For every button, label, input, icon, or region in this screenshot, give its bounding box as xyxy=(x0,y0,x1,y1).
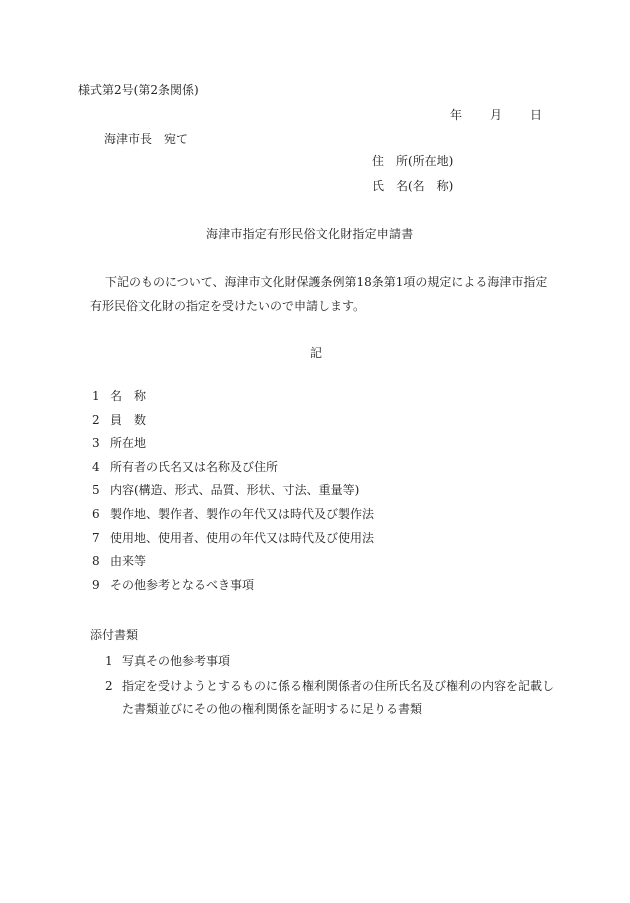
list-item xyxy=(92,435,374,459)
list-item xyxy=(92,530,374,554)
item-number: 3 xyxy=(92,436,100,451)
list-item xyxy=(92,482,374,506)
item-text: 製作地、製作者、製作の年代又は時代及び製作法 xyxy=(110,506,375,521)
list-item xyxy=(92,506,374,530)
attachment-item xyxy=(105,650,555,673)
item-number: 8 xyxy=(92,554,100,569)
item-number: 1 xyxy=(92,389,100,403)
addressee: 海津市長 宛て xyxy=(104,132,189,146)
item-number: 4 xyxy=(92,459,100,474)
form-number: 様式第2号(第2条関係) xyxy=(78,83,199,97)
attachment-number: 2 xyxy=(105,679,113,693)
item-number: 6 xyxy=(92,506,100,521)
ki-heading: 記 xyxy=(310,346,323,360)
date-year-label: 年 xyxy=(450,108,463,122)
item-number: 5 xyxy=(92,483,100,498)
item-text: 員 数 xyxy=(110,412,147,427)
item-text: 内容(構造、形式、品質、形状、寸法、重量等) xyxy=(110,483,360,498)
date-month-label: 月 xyxy=(490,108,503,122)
attachment-list xyxy=(105,650,555,723)
item-text: 所在地 xyxy=(110,436,147,451)
application-statement: 下記のものについて、海津市文化財保護条例第18条第1項の規定による海津市指定有形民俗文化財の指定を受けたいので申請します。 xyxy=(90,275,548,313)
applicant-name-label: 氏 名(名 称) xyxy=(372,179,454,193)
list-item xyxy=(92,553,374,577)
list-item xyxy=(92,388,374,412)
item-text: 名 称 xyxy=(110,389,147,403)
item-text: 由来等 xyxy=(110,554,147,569)
attachment-item xyxy=(105,675,555,721)
item-text: 所有者の氏名又は名称及び住所 xyxy=(110,459,279,474)
item-number: 7 xyxy=(92,530,100,545)
item-number: 9 xyxy=(92,577,100,592)
attachment-number: 1 xyxy=(105,654,113,668)
applicant-address-label: 住 所(所在地) xyxy=(372,154,454,168)
item-text: 使用地、使用者、使用の年代又は時代及び使用法 xyxy=(110,530,375,545)
attachments-heading: 添付書類 xyxy=(90,628,139,642)
attachment-text: 指定を受けようとするものに係る権利関係者の住所氏名及び権利の内容を記載した書類並びにその他の権利関係を証明するに足りる書類 xyxy=(122,679,555,716)
document-title: 海津市指定有形民俗文化財指定申請書 xyxy=(206,227,414,241)
date-day-label: 日 xyxy=(530,108,543,122)
list-item xyxy=(92,459,374,483)
list-item xyxy=(92,412,374,436)
date-line xyxy=(450,107,542,123)
attachment-text: 写真その他参考事項 xyxy=(122,654,231,668)
item-text: その他参考となるべき事項 xyxy=(110,577,255,592)
list-item xyxy=(92,577,374,601)
item-list xyxy=(92,388,374,600)
item-number: 2 xyxy=(92,412,100,427)
